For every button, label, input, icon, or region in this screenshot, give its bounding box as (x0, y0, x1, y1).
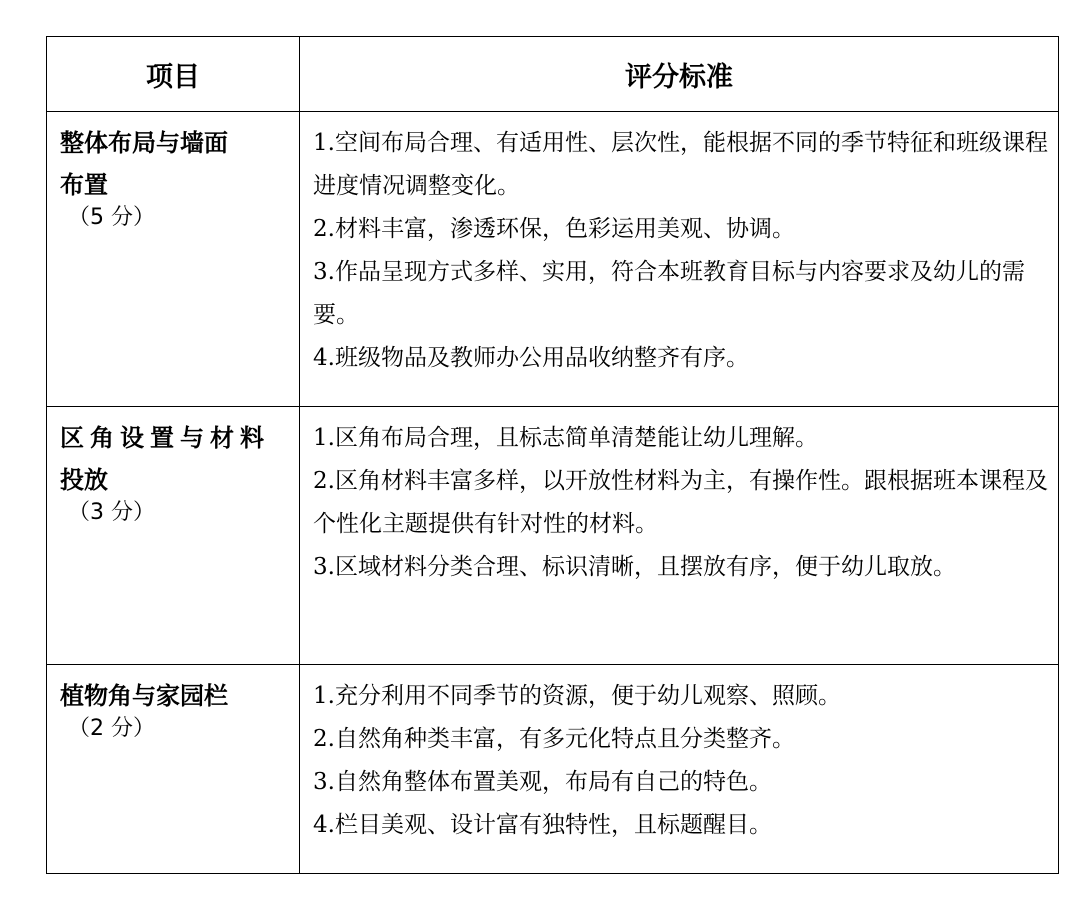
header-item: 项目 (47, 37, 300, 112)
item-cell (47, 112, 300, 407)
criterion: 2.区角材料丰富多样，以开放性材料为主，有操作性。跟根据班本课程及个性化主题提供有针对性的材料。 (313, 468, 1048, 537)
criterion: 4.栏目美观、设计富有独特性，且标题醒目。 (313, 812, 772, 838)
criterion: 1.充分利用不同季节的资源，便于幼儿观察、照顾。 (313, 683, 841, 709)
item-name-line: 投放 (60, 466, 108, 494)
header-criteria: 评分标准 (300, 37, 1059, 112)
table-row (47, 665, 1059, 874)
item-score: （2 分） (68, 716, 155, 741)
item-score: （3 分） (68, 500, 155, 525)
table-row (47, 407, 1059, 665)
criterion: 2.自然角种类丰富，有多元化特点且分类整齐。 (313, 726, 795, 752)
criterion: 3.作品呈现方式多样、实用，符合本班教育目标与内容要求及幼儿的需要。 (313, 259, 1025, 328)
table-header-row (47, 37, 1059, 112)
item-name-line: 植物角与家园栏 (60, 682, 228, 710)
scoring-table (46, 36, 1059, 874)
item-cell (47, 665, 300, 874)
item-name-line: 整体布局与墙面 (60, 129, 228, 157)
criterion: 1.区角布局合理，且标志简单清楚能让幼儿理解。 (313, 425, 818, 451)
criterion: 2.材料丰富，渗透环保，色彩运用美观、协调。 (313, 216, 795, 242)
criteria-cell (300, 407, 1059, 665)
item-score: （5 分） (68, 205, 155, 230)
criterion: 3.自然角整体布置美观，布局有自己的特色。 (313, 769, 772, 795)
table-row (47, 112, 1059, 407)
criterion: 1.空间布局合理、有适用性、层次性，能根据不同的季节特征和班级课程进度情况调整变化。 (313, 130, 1048, 199)
item-name-line: 布置 (60, 171, 108, 199)
criteria-cell (300, 112, 1059, 407)
item-name-line: 区角设置与材料 (60, 424, 270, 452)
item-cell (47, 407, 300, 665)
criteria-cell (300, 665, 1059, 874)
criterion: 4.班级物品及教师办公用品收纳整齐有序。 (313, 345, 749, 371)
criterion: 3.区域材料分类合理、标识清晰，且摆放有序，便于幼儿取放。 (313, 554, 956, 580)
